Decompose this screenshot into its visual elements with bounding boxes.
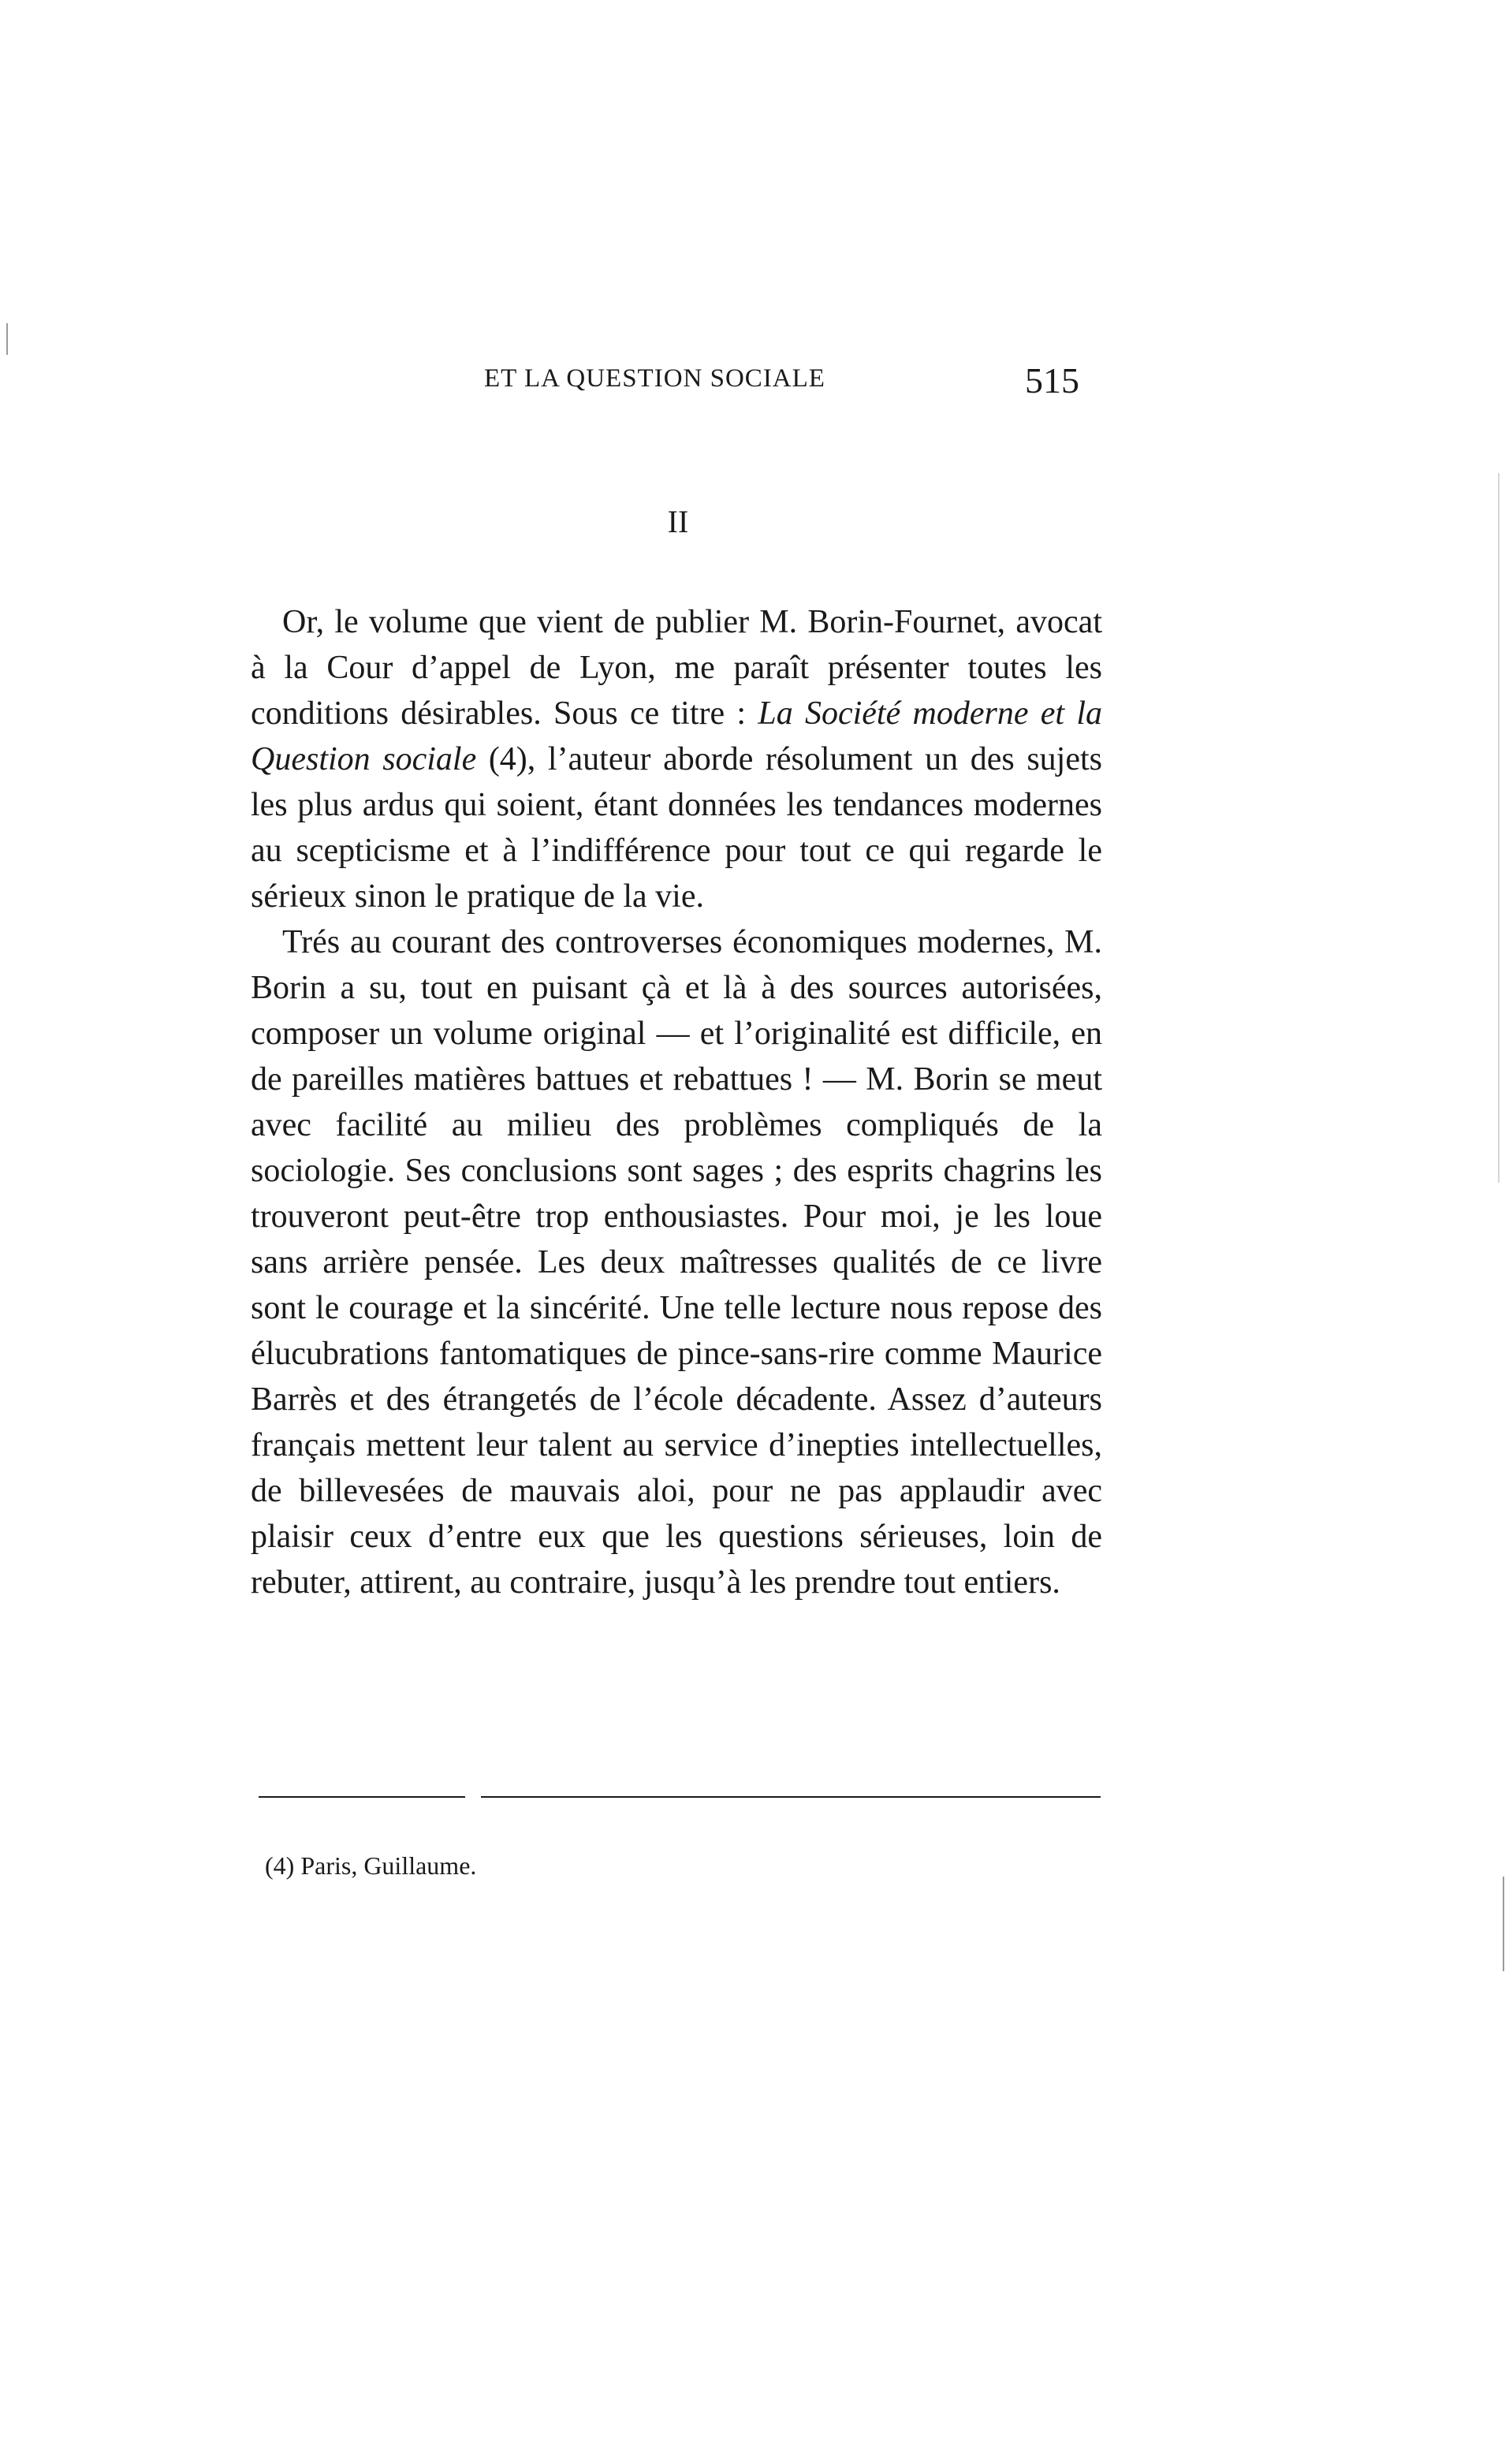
- section-heading: II: [667, 504, 689, 539]
- footnote-rule-left: [259, 1796, 465, 1798]
- footnote: (4) Paris, Guillaume.: [265, 1851, 477, 1880]
- scan-edge-mark: [6, 323, 8, 355]
- body-text: [251, 599, 1102, 1605]
- page-number: 515: [1025, 360, 1079, 401]
- scan-edge-shadow: [1498, 473, 1500, 1183]
- paragraph-1-intro: Or, le volume que vient de publier M. Borin-Fournet, avocat à la Cour d’appel de Lyon, me paraît présenter toutes les conditions désirables. Sous ce titre :: [251, 604, 1102, 732]
- scan-edge-mark-lower: [1503, 1877, 1504, 1971]
- running-title: ET LA QUESTION SOCIALE: [484, 364, 825, 393]
- paragraph-1: [251, 599, 1102, 919]
- book-title: La Société moderne et la Question sociale: [251, 695, 1102, 777]
- paragraph-1-rest: (4), l’auteur aborde résolument un des sujets les plus ardus qui soient, étant données les tendances modernes au scepticisme et à l’indifférence pour tout ce qui regarde le sérieux sinon le pratique de la vie.: [251, 741, 1102, 915]
- paragraph-2: Trés au courant des controverses économiques modernes, M. Borin a su, tout en puisant çà et là à des sources autorisées, composer un volume original — et l’originalité est difficile, en de pareilles matières battues et rebattues ! — M. Borin se meut avec facilité au milieu des problèmes compliqués de la sociologie. Ses conclusions sont sages ; des esprits chagrins les trouveront peut-être trop enthousiastes. Pour moi, je les loue sans arrière pensée. Les deux maîtresses qualités de ce livre sont le courage et la sincérité. Une telle lecture nous repose des élucubrations fantomatiques de pince-sans-rire comme Maurice Barrès et des étrangetés de l’école décadente. Assez d’auteurs français mettent leur talent au service d’inepties intellectuelles, de billevesées de mauvais aloi, pour ne pas applaudir avec plaisir ceux d’entre eux que les questions sérieuses, loin de rebuter, attirent, au contraire, jusqu’à les prendre tout entiers.: [251, 924, 1102, 1601]
- footnote-rule-right: [481, 1796, 1101, 1798]
